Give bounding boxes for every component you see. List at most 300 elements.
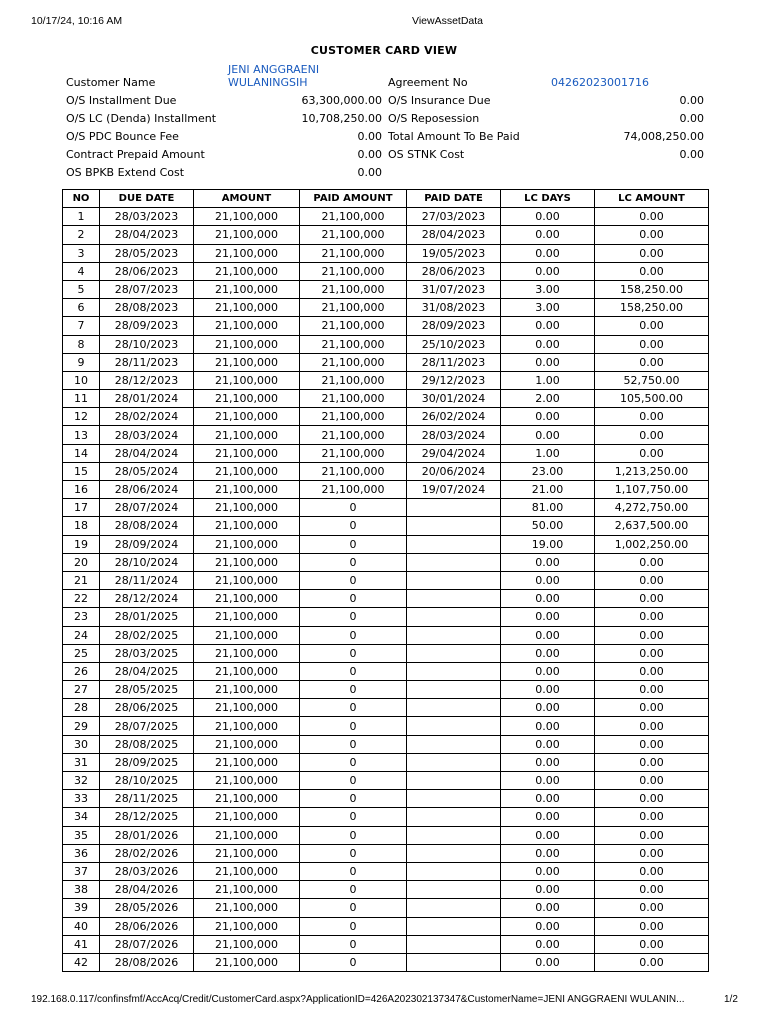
- cell-due-date: 28/05/2026: [100, 899, 194, 917]
- cell-paid-amount: 0: [300, 535, 407, 553]
- cell-amount: 21,100,000: [194, 662, 300, 680]
- cell-lc-amount: 0.00: [595, 644, 709, 662]
- cell-amount: 21,100,000: [194, 335, 300, 353]
- os-installment-due-label: O/S Installment Due: [66, 94, 177, 107]
- table-row: [63, 517, 709, 535]
- cell-amount: 21,100,000: [194, 571, 300, 589]
- cell-due-date: 28/07/2023: [100, 280, 194, 298]
- cell-paid-amount: 21,100,000: [300, 371, 407, 389]
- cell-lc-amount: 0.00: [595, 590, 709, 608]
- cell-due-date: 28/04/2023: [100, 226, 194, 244]
- cell-no: 34: [63, 808, 100, 826]
- cell-lc-days: 0.00: [501, 553, 595, 571]
- cell-lc-amount: 0.00: [595, 826, 709, 844]
- cell-due-date: 28/05/2023: [100, 244, 194, 262]
- table-row: [63, 917, 709, 935]
- table-row: [63, 681, 709, 699]
- cell-paid-amount: 0: [300, 935, 407, 953]
- cell-due-date: 28/10/2023: [100, 335, 194, 353]
- cell-paid-date: 31/08/2023: [407, 299, 501, 317]
- total-amount-to-be-paid-label: Total Amount To Be Paid: [388, 130, 520, 143]
- cell-due-date: 28/11/2023: [100, 353, 194, 371]
- cell-lc-days: 0.00: [501, 644, 595, 662]
- cell-lc-days: 0.00: [501, 935, 595, 953]
- cell-paid-amount: 0: [300, 681, 407, 699]
- table-row: [63, 444, 709, 462]
- table-row: [63, 535, 709, 553]
- table-row: [63, 299, 709, 317]
- cell-due-date: 28/05/2025: [100, 681, 194, 699]
- cell-paid-date: [407, 826, 501, 844]
- cell-no: 26: [63, 662, 100, 680]
- cell-lc-days: 81.00: [501, 499, 595, 517]
- cell-no: 2: [63, 226, 100, 244]
- table-row: [63, 481, 709, 499]
- cell-lc-amount: 0.00: [595, 699, 709, 717]
- agreement-no-link[interactable]: 04262023001716: [551, 76, 649, 89]
- table-row: [63, 790, 709, 808]
- cell-lc-days: 0.00: [501, 844, 595, 862]
- col-header-amount: AMOUNT: [194, 190, 300, 208]
- os-bpkb-extend-cost-label: OS BPKB Extend Cost: [66, 166, 185, 179]
- cell-no: 36: [63, 844, 100, 862]
- cell-paid-amount: 0: [300, 571, 407, 589]
- cell-lc-amount: 0.00: [595, 353, 709, 371]
- cell-no: 15: [63, 462, 100, 480]
- cell-paid-date: 28/09/2023: [407, 317, 501, 335]
- cell-lc-days: 0.00: [501, 608, 595, 626]
- cell-paid-amount: 21,100,000: [300, 444, 407, 462]
- cell-due-date: 28/03/2026: [100, 862, 194, 880]
- cell-paid-amount: 21,100,000: [300, 353, 407, 371]
- cell-due-date: 28/06/2024: [100, 481, 194, 499]
- cell-paid-amount: 0: [300, 753, 407, 771]
- cell-lc-amount: 0.00: [595, 862, 709, 880]
- cell-lc-days: 0.00: [501, 808, 595, 826]
- cell-lc-amount: 158,250.00: [595, 299, 709, 317]
- cell-lc-amount: 0.00: [595, 335, 709, 353]
- cell-amount: 21,100,000: [194, 299, 300, 317]
- cell-lc-amount: 0.00: [595, 899, 709, 917]
- cell-amount: 21,100,000: [194, 644, 300, 662]
- cell-no: 37: [63, 862, 100, 880]
- cell-due-date: 28/10/2025: [100, 772, 194, 790]
- cell-paid-date: [407, 608, 501, 626]
- cell-lc-amount: 0.00: [595, 662, 709, 680]
- cell-paid-amount: 0: [300, 608, 407, 626]
- cell-paid-amount: 21,100,000: [300, 226, 407, 244]
- os-lc-installment-label: O/S LC (Denda) Installment: [66, 112, 217, 125]
- cell-no: 1: [63, 208, 100, 226]
- cell-paid-date: [407, 699, 501, 717]
- cell-due-date: 28/03/2023: [100, 208, 194, 226]
- table-row: [63, 699, 709, 717]
- cell-no: 31: [63, 753, 100, 771]
- table-row: [63, 626, 709, 644]
- cell-no: 30: [63, 735, 100, 753]
- cell-amount: 21,100,000: [194, 280, 300, 298]
- cell-lc-days: 0.00: [501, 862, 595, 880]
- cell-no: 10: [63, 371, 100, 389]
- cell-lc-days: 0.00: [501, 917, 595, 935]
- table-row: [63, 662, 709, 680]
- cell-paid-amount: 0: [300, 644, 407, 662]
- cell-lc-amount: 0.00: [595, 753, 709, 771]
- cell-no: 4: [63, 262, 100, 280]
- cell-lc-days: 0.00: [501, 735, 595, 753]
- cell-paid-date: 29/12/2023: [407, 371, 501, 389]
- cell-lc-amount: 0.00: [595, 953, 709, 971]
- cell-paid-amount: 21,100,000: [300, 462, 407, 480]
- cell-paid-amount: 0: [300, 553, 407, 571]
- cell-amount: 21,100,000: [194, 953, 300, 971]
- cell-due-date: 28/01/2024: [100, 390, 194, 408]
- cell-no: 11: [63, 390, 100, 408]
- cell-paid-amount: 0: [300, 626, 407, 644]
- cell-due-date: 28/08/2024: [100, 517, 194, 535]
- table-row: [63, 772, 709, 790]
- table-row: [63, 717, 709, 735]
- cell-due-date: 28/06/2023: [100, 262, 194, 280]
- cell-lc-days: 0.00: [501, 226, 595, 244]
- print-page-title: ViewAssetData: [412, 15, 484, 27]
- cell-due-date: 28/07/2024: [100, 499, 194, 517]
- customer-name-line2[interactable]: WULANINGSIH: [228, 76, 308, 89]
- cell-no: 28: [63, 699, 100, 717]
- cell-lc-days: 1.00: [501, 371, 595, 389]
- cell-amount: 21,100,000: [194, 790, 300, 808]
- os-reposession-value: 0.00: [679, 112, 704, 125]
- os-installment-due-value: 63,300,000.00: [301, 94, 382, 107]
- cell-paid-date: 19/05/2023: [407, 244, 501, 262]
- cell-lc-days: 19.00: [501, 535, 595, 553]
- cell-paid-date: [407, 753, 501, 771]
- cell-no: 13: [63, 426, 100, 444]
- cell-lc-days: 0.00: [501, 699, 595, 717]
- cell-amount: 21,100,000: [194, 826, 300, 844]
- cell-paid-date: 19/07/2024: [407, 481, 501, 499]
- cell-paid-amount: 0: [300, 862, 407, 880]
- cell-no: 9: [63, 353, 100, 371]
- customer-name-value[interactable]: [228, 63, 319, 89]
- cell-amount: 21,100,000: [194, 481, 300, 499]
- table-row: [63, 953, 709, 971]
- cell-no: 32: [63, 772, 100, 790]
- os-stnk-cost-label: OS STNK Cost: [388, 148, 465, 161]
- cell-lc-amount: 0.00: [595, 608, 709, 626]
- table-row: [63, 735, 709, 753]
- table-row: [63, 499, 709, 517]
- cell-due-date: 28/08/2023: [100, 299, 194, 317]
- print-header: [0, 15, 768, 31]
- cell-due-date: 28/04/2025: [100, 662, 194, 680]
- cell-lc-days: 0.00: [501, 826, 595, 844]
- cell-paid-amount: 0: [300, 899, 407, 917]
- cell-lc-amount: 0.00: [595, 881, 709, 899]
- table-row: [63, 826, 709, 844]
- col-header-paid-date: PAID DATE: [407, 190, 501, 208]
- cell-paid-amount: 0: [300, 499, 407, 517]
- cell-amount: 21,100,000: [194, 462, 300, 480]
- cell-paid-date: 20/06/2024: [407, 462, 501, 480]
- cell-no: 39: [63, 899, 100, 917]
- cell-amount: 21,100,000: [194, 735, 300, 753]
- cell-due-date: 28/08/2026: [100, 953, 194, 971]
- cell-lc-amount: 0.00: [595, 626, 709, 644]
- table-row: [63, 899, 709, 917]
- cell-lc-amount: 0.00: [595, 917, 709, 935]
- cell-lc-amount: 0.00: [595, 935, 709, 953]
- cell-lc-amount: 0.00: [595, 208, 709, 226]
- cell-no: 33: [63, 790, 100, 808]
- cell-paid-date: [407, 553, 501, 571]
- os-insurance-due-label: O/S Insurance Due: [388, 94, 491, 107]
- cell-amount: 21,100,000: [194, 681, 300, 699]
- page-title: CUSTOMER CARD VIEW: [310, 44, 458, 57]
- cell-lc-days: 0.00: [501, 717, 595, 735]
- cell-no: 20: [63, 553, 100, 571]
- cell-lc-amount: 0.00: [595, 808, 709, 826]
- cell-due-date: 28/04/2026: [100, 881, 194, 899]
- cell-lc-days: 0.00: [501, 662, 595, 680]
- table-row: [63, 753, 709, 771]
- cell-lc-days: 1.00: [501, 444, 595, 462]
- cell-amount: 21,100,000: [194, 317, 300, 335]
- cell-due-date: 28/09/2025: [100, 753, 194, 771]
- cell-lc-days: 0.00: [501, 353, 595, 371]
- cell-paid-amount: 0: [300, 717, 407, 735]
- cell-amount: 21,100,000: [194, 371, 300, 389]
- cell-no: 7: [63, 317, 100, 335]
- cell-due-date: 28/09/2023: [100, 317, 194, 335]
- cell-paid-amount: 0: [300, 917, 407, 935]
- cell-paid-date: [407, 844, 501, 862]
- cell-amount: 21,100,000: [194, 590, 300, 608]
- cell-paid-amount: 0: [300, 735, 407, 753]
- cell-paid-date: [407, 735, 501, 753]
- cell-no: 5: [63, 280, 100, 298]
- cell-paid-amount: 21,100,000: [300, 481, 407, 499]
- cell-amount: 21,100,000: [194, 626, 300, 644]
- cell-lc-amount: 0.00: [595, 844, 709, 862]
- cell-due-date: 28/03/2024: [100, 426, 194, 444]
- cell-paid-amount: 0: [300, 772, 407, 790]
- table-row: [63, 644, 709, 662]
- cell-paid-date: 28/04/2023: [407, 226, 501, 244]
- cell-paid-amount: 0: [300, 517, 407, 535]
- cell-lc-days: 0.00: [501, 681, 595, 699]
- agreement-no-label: Agreement No: [388, 76, 468, 89]
- cell-paid-amount: 0: [300, 790, 407, 808]
- cell-lc-days: 0.00: [501, 626, 595, 644]
- cell-lc-amount: 0.00: [595, 772, 709, 790]
- cell-paid-amount: 21,100,000: [300, 244, 407, 262]
- col-header-lc-amount: LC AMOUNT: [595, 190, 709, 208]
- cell-paid-date: [407, 499, 501, 517]
- cell-no: 25: [63, 644, 100, 662]
- installment-schedule-table: [62, 189, 709, 972]
- cell-amount: 21,100,000: [194, 244, 300, 262]
- cell-lc-amount: 105,500.00: [595, 390, 709, 408]
- cell-lc-days: 0.00: [501, 208, 595, 226]
- cell-amount: 21,100,000: [194, 862, 300, 880]
- table-row: [63, 371, 709, 389]
- cell-amount: 21,100,000: [194, 717, 300, 735]
- cell-paid-date: [407, 681, 501, 699]
- cell-no: 27: [63, 681, 100, 699]
- cell-paid-amount: 21,100,000: [300, 408, 407, 426]
- cell-paid-date: [407, 662, 501, 680]
- table-row: [63, 935, 709, 953]
- table-row: [63, 590, 709, 608]
- table-row: [63, 571, 709, 589]
- cell-amount: 21,100,000: [194, 899, 300, 917]
- cell-due-date: 28/12/2024: [100, 590, 194, 608]
- cell-amount: 21,100,000: [194, 699, 300, 717]
- cell-paid-date: [407, 535, 501, 553]
- cell-paid-date: 28/03/2024: [407, 426, 501, 444]
- cell-lc-days: 21.00: [501, 481, 595, 499]
- cell-paid-amount: 21,100,000: [300, 299, 407, 317]
- page-url: 192.168.0.117/confinsfmf/AccAcq/Credit/CustomerCard.aspx?ApplicationID=426A202302137347&CustomerName=JENI ANGGRAENI WULANIN...: [31, 994, 685, 1005]
- table-row: [63, 408, 709, 426]
- cell-paid-date: [407, 644, 501, 662]
- cell-lc-days: 0.00: [501, 262, 595, 280]
- cell-lc-amount: 1,107,750.00: [595, 481, 709, 499]
- cell-no: 41: [63, 935, 100, 953]
- cell-paid-amount: 0: [300, 881, 407, 899]
- cell-lc-amount: 0.00: [595, 244, 709, 262]
- customer-name-line1[interactable]: JENI ANGGRAENI: [228, 63, 320, 76]
- contract-prepaid-amount-label: Contract Prepaid Amount: [66, 148, 205, 161]
- cell-lc-amount: 0.00: [595, 790, 709, 808]
- cell-lc-days: 0.00: [501, 753, 595, 771]
- cell-lc-days: 0.00: [501, 953, 595, 971]
- col-header-no: NO: [63, 190, 100, 208]
- cell-paid-amount: 0: [300, 699, 407, 717]
- cell-paid-date: [407, 590, 501, 608]
- cell-no: 23: [63, 608, 100, 626]
- os-insurance-due-value: 0.00: [679, 94, 704, 107]
- table-row: [63, 353, 709, 371]
- cell-no: 19: [63, 535, 100, 553]
- cell-no: 18: [63, 517, 100, 535]
- cell-lc-amount: 2,637,500.00: [595, 517, 709, 535]
- cell-lc-days: 0.00: [501, 790, 595, 808]
- cell-paid-date: [407, 571, 501, 589]
- table-row: [63, 262, 709, 280]
- cell-due-date: 28/05/2024: [100, 462, 194, 480]
- cell-lc-days: 3.00: [501, 280, 595, 298]
- cell-no: 24: [63, 626, 100, 644]
- cell-lc-days: 0.00: [501, 335, 595, 353]
- cell-amount: 21,100,000: [194, 390, 300, 408]
- cell-due-date: 28/01/2025: [100, 608, 194, 626]
- cell-paid-date: 26/02/2024: [407, 408, 501, 426]
- cell-paid-amount: 21,100,000: [300, 426, 407, 444]
- cell-paid-amount: 21,100,000: [300, 335, 407, 353]
- cell-due-date: 28/03/2025: [100, 644, 194, 662]
- cell-no: 6: [63, 299, 100, 317]
- cell-no: 29: [63, 717, 100, 735]
- cell-lc-amount: 4,272,750.00: [595, 499, 709, 517]
- cell-lc-days: 2.00: [501, 390, 595, 408]
- cell-no: 8: [63, 335, 100, 353]
- cell-paid-amount: 21,100,000: [300, 280, 407, 298]
- cell-lc-days: 0.00: [501, 590, 595, 608]
- cell-due-date: 28/04/2024: [100, 444, 194, 462]
- cell-paid-date: [407, 772, 501, 790]
- cell-no: 12: [63, 408, 100, 426]
- cell-amount: 21,100,000: [194, 772, 300, 790]
- print-datetime: 10/17/24, 10:16 AM: [31, 15, 123, 27]
- cell-no: 22: [63, 590, 100, 608]
- cell-amount: 21,100,000: [194, 226, 300, 244]
- table-row: [63, 862, 709, 880]
- cell-paid-date: [407, 881, 501, 899]
- os-stnk-cost-value: 0.00: [679, 148, 704, 161]
- contract-prepaid-amount-value: 0.00: [357, 148, 382, 161]
- cell-paid-amount: 0: [300, 826, 407, 844]
- cell-no: 14: [63, 444, 100, 462]
- cell-due-date: 28/07/2026: [100, 935, 194, 953]
- cell-paid-date: [407, 935, 501, 953]
- cell-lc-days: 23.00: [501, 462, 595, 480]
- cell-no: 3: [63, 244, 100, 262]
- cell-paid-amount: 21,100,000: [300, 317, 407, 335]
- table-row: [63, 808, 709, 826]
- cell-amount: 21,100,000: [194, 881, 300, 899]
- cell-no: 35: [63, 826, 100, 844]
- cell-amount: 21,100,000: [194, 444, 300, 462]
- cell-lc-days: 0.00: [501, 571, 595, 589]
- cell-lc-days: 3.00: [501, 299, 595, 317]
- cell-amount: 21,100,000: [194, 844, 300, 862]
- cell-due-date: 28/06/2025: [100, 699, 194, 717]
- cell-paid-date: [407, 899, 501, 917]
- cell-lc-amount: 0.00: [595, 226, 709, 244]
- cell-paid-date: [407, 953, 501, 971]
- cell-paid-amount: 0: [300, 844, 407, 862]
- cell-lc-amount: 0.00: [595, 426, 709, 444]
- cell-due-date: 28/12/2023: [100, 371, 194, 389]
- cell-amount: 21,100,000: [194, 353, 300, 371]
- cell-amount: 21,100,000: [194, 262, 300, 280]
- cell-amount: 21,100,000: [194, 535, 300, 553]
- cell-lc-amount: 1,002,250.00: [595, 535, 709, 553]
- cell-lc-amount: 0.00: [595, 262, 709, 280]
- cell-no: 16: [63, 481, 100, 499]
- cell-due-date: 28/08/2025: [100, 735, 194, 753]
- cell-lc-amount: 0.00: [595, 735, 709, 753]
- col-header-lc-days: LC DAYS: [501, 190, 595, 208]
- cell-amount: 21,100,000: [194, 917, 300, 935]
- table-row: [63, 317, 709, 335]
- table-row: [63, 226, 709, 244]
- table-row: [63, 881, 709, 899]
- cell-due-date: 28/02/2026: [100, 844, 194, 862]
- cell-paid-amount: 21,100,000: [300, 390, 407, 408]
- cell-paid-amount: 0: [300, 662, 407, 680]
- cell-no: 42: [63, 953, 100, 971]
- cell-paid-date: 25/10/2023: [407, 335, 501, 353]
- cell-due-date: 28/07/2025: [100, 717, 194, 735]
- table-row: [63, 426, 709, 444]
- cell-due-date: 28/02/2024: [100, 408, 194, 426]
- cell-lc-amount: 0.00: [595, 317, 709, 335]
- table-row: [63, 462, 709, 480]
- cell-lc-amount: 0.00: [595, 571, 709, 589]
